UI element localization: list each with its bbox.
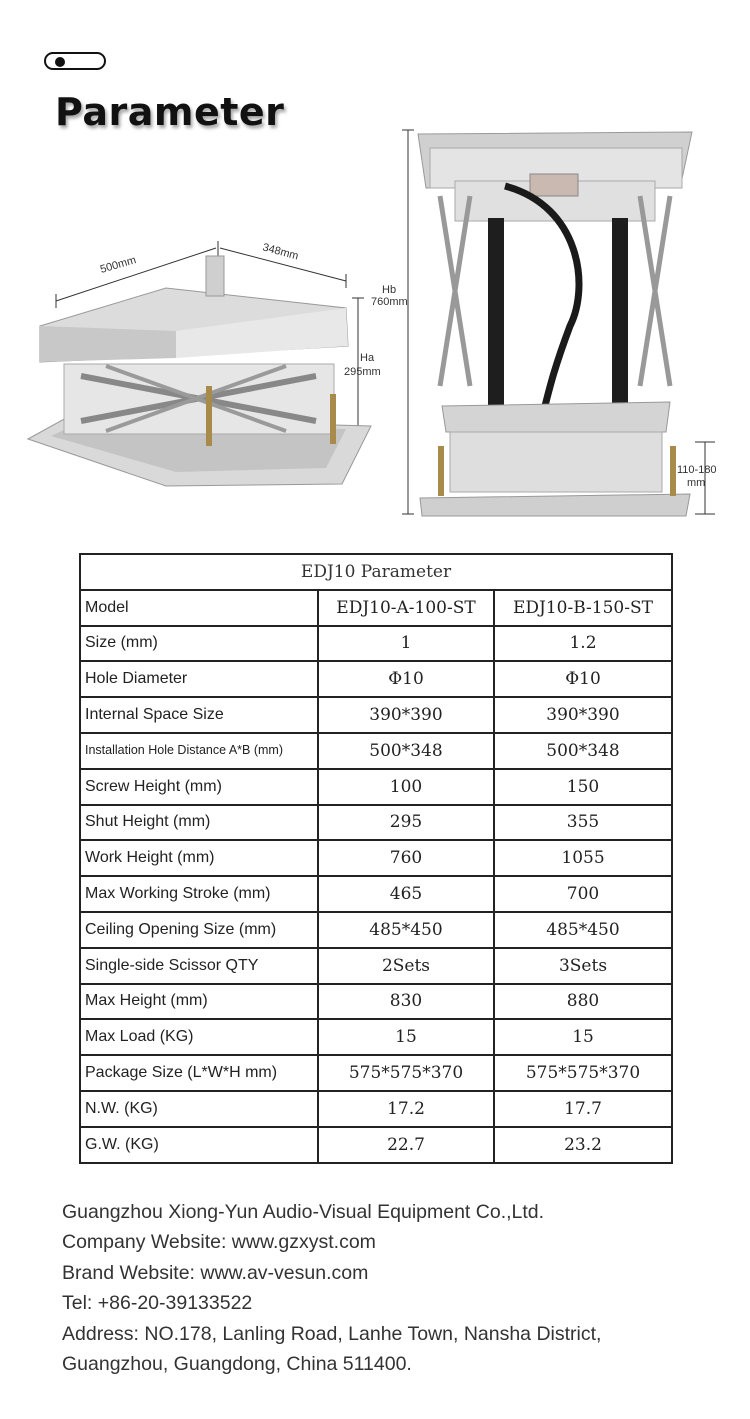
row-label: Internal Space Size: [80, 697, 318, 733]
value-model-a: 485*450: [318, 912, 494, 948]
row-label: Package Size (L*W*H mm): [80, 1055, 318, 1091]
company-name: Guangzhou Xiong-Yun Audio-Visual Equipment Co.,Ltd.: [62, 1201, 545, 1223]
product-image-extended: [371, 126, 725, 520]
value-model-b: 485*450: [494, 912, 672, 948]
depth-dimension-label: 348mm: [261, 241, 300, 263]
value-model-a: 295: [318, 805, 494, 841]
work-height-value: 760mm: [371, 296, 408, 308]
value-model-b: EDJ10-B-150-ST: [494, 590, 672, 626]
opening-range-value: 110-180: [677, 464, 717, 476]
row-label: Shut Height (mm): [80, 805, 318, 841]
row-label: G.W. (KG): [80, 1127, 318, 1163]
value-model-b: 575*575*370: [494, 1055, 672, 1091]
opening-range-unit: mm: [687, 477, 706, 489]
row-label: Single-side Scissor QTY: [80, 948, 318, 984]
value-model-a: 830: [318, 984, 494, 1020]
row-label: Hole Diameter: [80, 661, 318, 697]
work-height-label: Hb: [382, 284, 397, 296]
value-model-a: 390*390: [318, 697, 494, 733]
width-dimension-label: 500mm: [98, 254, 138, 276]
value-model-b: 500*348: [494, 733, 672, 769]
table-caption-row: [80, 554, 672, 590]
value-model-a: 500*348: [318, 733, 494, 769]
value-model-b: 880: [494, 984, 672, 1020]
value-model-b: 3Sets: [494, 948, 672, 984]
address-line-1: Address: NO.178, Lanling Road, Lanhe Town, Nansha District,: [62, 1322, 602, 1345]
value-model-a: 100: [318, 769, 494, 805]
value-model-b: 1055: [494, 840, 672, 876]
value-model-a: Φ10: [318, 661, 494, 697]
lift-extended-illustration: [380, 126, 725, 520]
row-label: Screw Height (mm): [80, 769, 318, 805]
table-row: [80, 984, 672, 1020]
brand-website: Brand Website: www.av-vesun.com: [62, 1261, 369, 1284]
row-label: Max Height (mm): [80, 984, 318, 1020]
table-row: [80, 733, 672, 769]
value-model-b: 15: [494, 1019, 672, 1055]
toggle-knob: [55, 57, 65, 67]
table-row: [80, 1127, 672, 1163]
value-model-a: EDJ10-A-100-ST: [318, 590, 494, 626]
value-model-b: 390*390: [494, 697, 672, 733]
table-row: [80, 1091, 672, 1127]
row-label: Model: [80, 590, 318, 626]
shut-height-label: Ha: [360, 352, 375, 364]
row-label: N.W. (KG): [80, 1091, 318, 1127]
value-model-a: 22.7: [318, 1127, 494, 1163]
telephone: Tel: +86-20-39133522: [62, 1292, 253, 1315]
row-label: Ceiling Opening Size (mm): [80, 912, 318, 948]
value-model-b: 1.2: [494, 626, 672, 662]
table-row: [80, 697, 672, 733]
company-website: Company Website: www.gzxyst.com: [62, 1231, 376, 1254]
value-model-b: 700: [494, 876, 672, 912]
table-row: [80, 626, 672, 662]
value-model-b: 150: [494, 769, 672, 805]
shut-height-value: 295mm: [344, 366, 381, 378]
table-row: [80, 590, 672, 626]
table-row: [80, 805, 672, 841]
row-label: Size (mm): [80, 626, 318, 662]
value-model-a: 2Sets: [318, 948, 494, 984]
value-model-a: 1: [318, 626, 494, 662]
value-model-a: 575*575*370: [318, 1055, 494, 1091]
parameter-table: [79, 553, 673, 1164]
table-row: [80, 1055, 672, 1091]
row-label: Installation Hole Distance A*B (mm): [80, 733, 318, 769]
row-label: Max Working Stroke (mm): [80, 876, 318, 912]
row-label: Max Load (KG): [80, 1019, 318, 1055]
table-caption: EDJ10 Parameter: [80, 554, 672, 590]
value-model-b: 355: [494, 805, 672, 841]
table-row: [80, 912, 672, 948]
table-row: [80, 769, 672, 805]
value-model-a: 760: [318, 840, 494, 876]
table-row: [80, 876, 672, 912]
value-model-b: Φ10: [494, 661, 672, 697]
value-model-b: 17.7: [494, 1091, 672, 1127]
table-row: [80, 840, 672, 876]
value-model-b: 23.2: [494, 1127, 672, 1163]
table-row: [80, 661, 672, 697]
page-title: Parameter: [55, 90, 285, 134]
contact-info: [62, 1197, 722, 1379]
table-row: [80, 948, 672, 984]
address-line-2: Guangzhou, Guangdong, China 511400.: [62, 1353, 412, 1376]
value-model-a: 15: [318, 1019, 494, 1055]
row-label: Work Height (mm): [80, 840, 318, 876]
toggle-switch: [44, 52, 106, 70]
product-image-closed: [26, 236, 406, 492]
table-row: [80, 1019, 672, 1055]
value-model-a: 465: [318, 876, 494, 912]
lift-closed-illustration: [26, 236, 406, 492]
value-model-a: 17.2: [318, 1091, 494, 1127]
